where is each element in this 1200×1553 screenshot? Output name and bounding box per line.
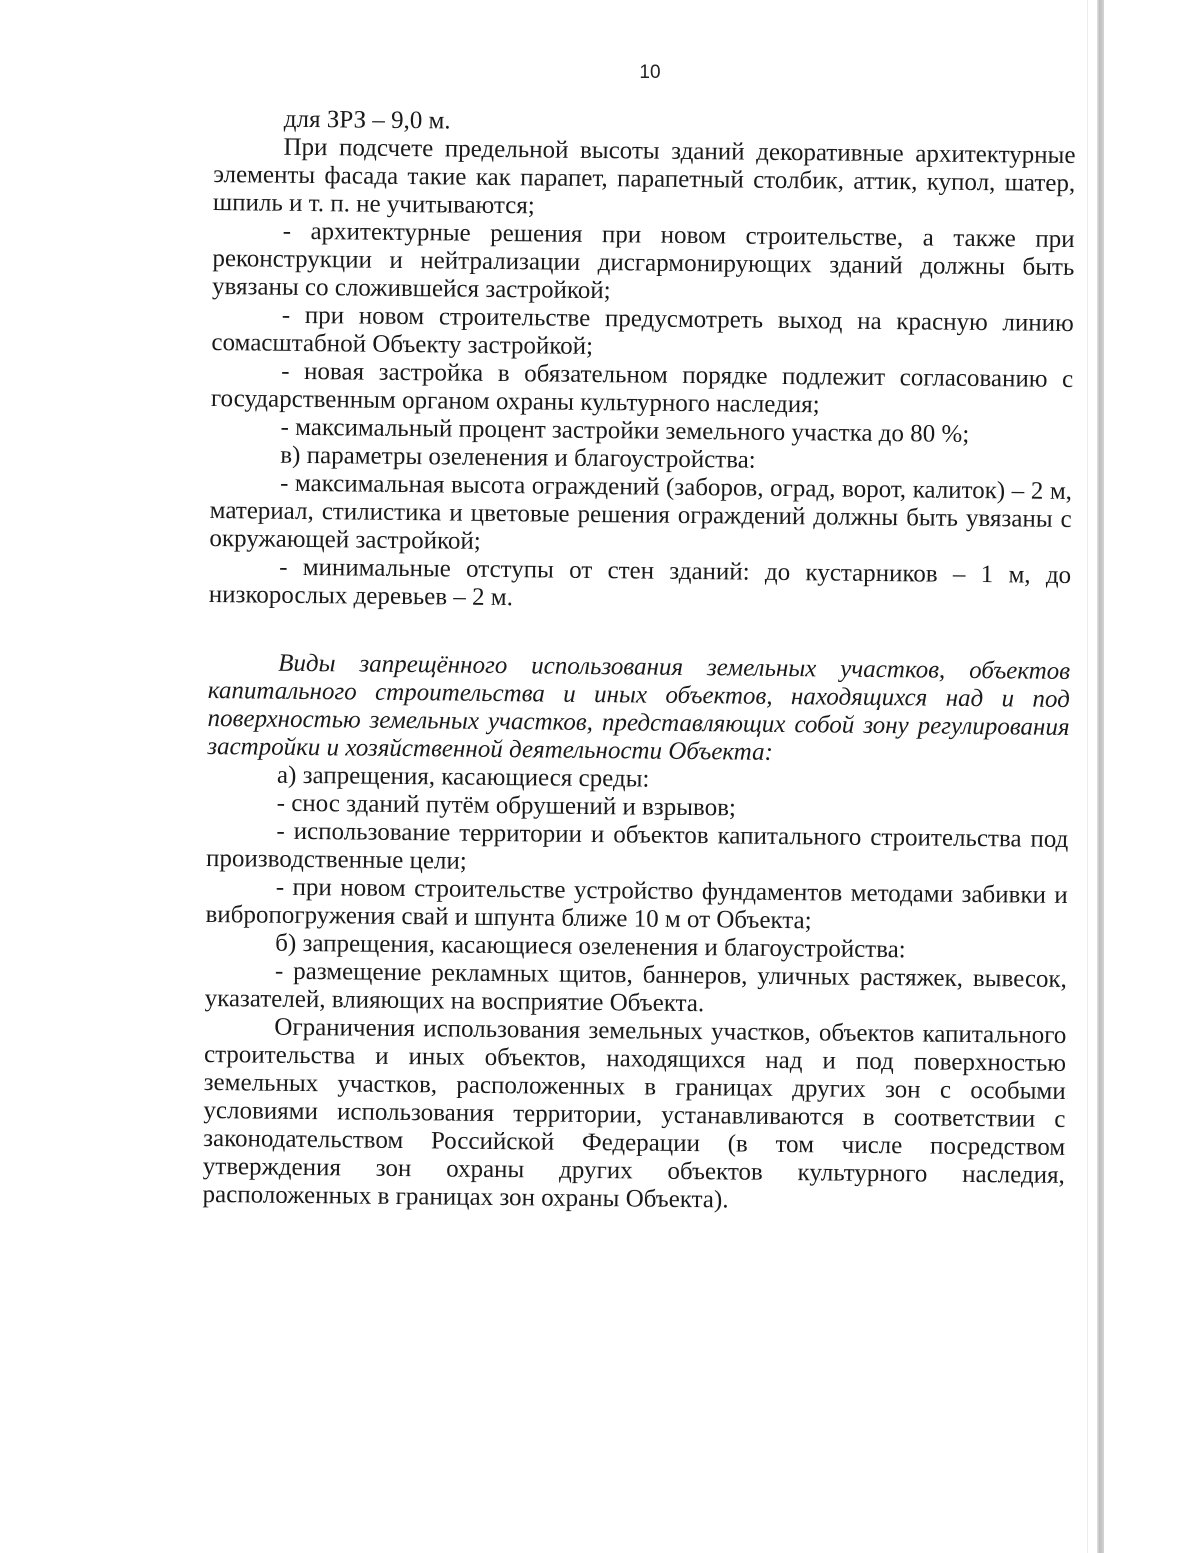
paragraph: - при новом строительстве устройство фундаментов методами забивки и вибропогружения свай и шпунта ближе 10 м от Объекта; (205, 873, 1068, 935)
paragraph: - снос зданий путём обрушений и взрывов; (276, 789, 737, 822)
paragraph: - использование территории и объектов капитального строительства под производственные цели; (205, 817, 1069, 875)
paragraph: - размещение рекламных щитов, баннеров, уличных растяжек, вывесок, указателей, влияющих на восприятие Объекта. (204, 957, 1068, 1018)
section-heading: Виды запрещённого использования земельных участков, объектов капитального строительства и иных объектов, находящихся над и под поверхностью земельных участков, представляющих собой зону регулирования застройки и хозяйственной деятельности Объекта: (207, 649, 1071, 766)
paragraph: в) параметры озеленения и благоустройства: (280, 441, 756, 474)
paragraph: - при новом строительстве предусмотреть выход на красную линию сомасштабной Объекту застройкой; (211, 301, 1074, 360)
scan-edge-line (1087, 0, 1088, 1553)
paragraph: - новая застройка в обязательном порядке подлежит согласованию с государственным органом охраны культурного наследия; (210, 357, 1074, 419)
paragraph: а) запрещения, касающиеся среды: (276, 761, 650, 793)
paragraph: - минимальные отступы от стен зданий: до кустарников – 1 м, до низкорослых деревьев – 2 м. (208, 553, 1072, 612)
document-body (202, 105, 1076, 1218)
paragraph: б) запрещения, касающиеся озеленения и благоустройства: (275, 929, 906, 964)
page-number: 10 (639, 62, 661, 83)
paragraph: - максимальная высота ограждений (заборов, оград, ворот, калиток) – 2 м, материал, стилистика и цветовые решения ограждений должны быть увязаны с окружающей застройкой; (209, 469, 1073, 555)
paragraph: - архитектурные решения при новом строительстве, а также при реконструкции и нейтрализации дисгармонирующих зданий должны быть увязаны со сложившейся застройкой; (211, 217, 1075, 305)
paragraph: При подсчете предельной высоты зданий декоративные архитектурные элементы фасада такие как парапет, парапетный столбик, аттик, купол, шатер, шпиль и т. п. не учитываются; (212, 133, 1076, 220)
paragraph: для ЗРЗ – 9,0 м. (283, 105, 451, 135)
paragraph: - максимальный процент застройки земельного участка до 80 %; (280, 413, 970, 448)
scan-edge-shadow (1097, 0, 1104, 1553)
paragraph: Ограничения использования земельных участков, объектов капитального строительства и иных объектов, находящихся над и под поверхностью земельных участков, расположенных в границах других зон с особыми условиями использования территории, устанавливаются в соответствии с законодательством Российской Федерации (в том числе посредством утверждения зон охраны других объектов культурного наследия, расположенных в границах зон охраны Объекта). (202, 1013, 1067, 1214)
